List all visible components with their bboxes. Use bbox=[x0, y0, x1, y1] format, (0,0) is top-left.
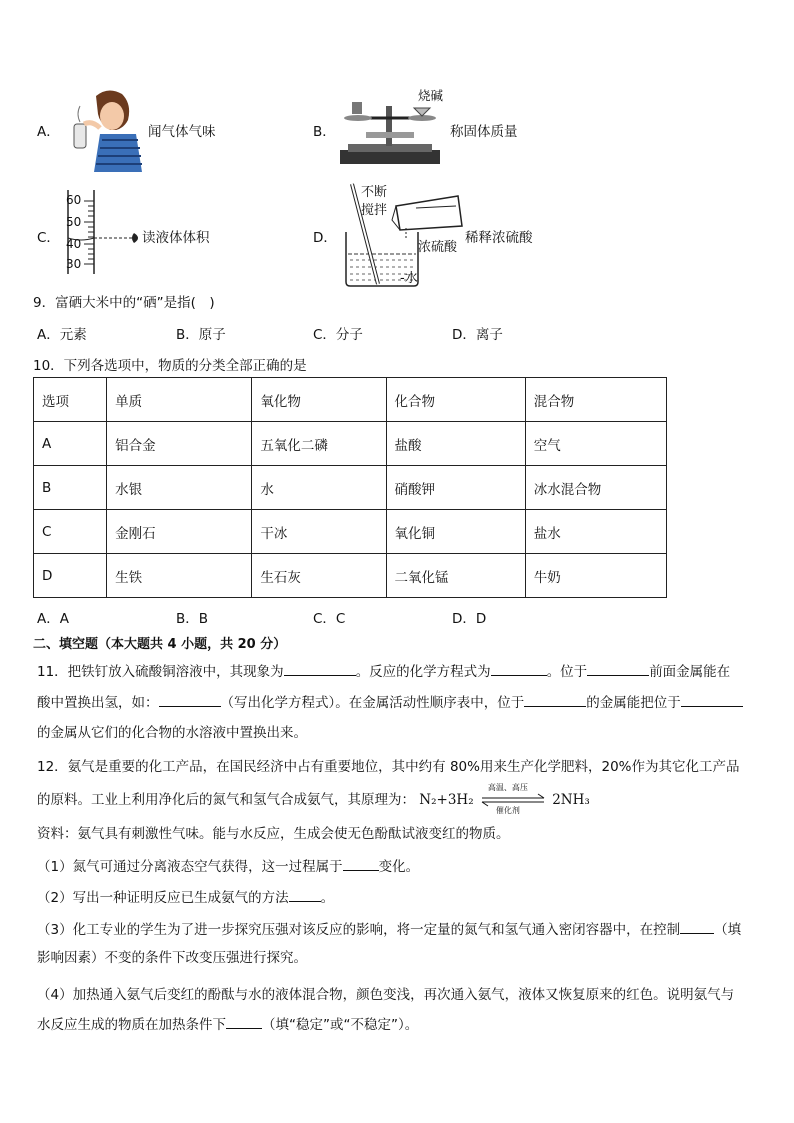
option-b-tag: 烧碱 bbox=[418, 88, 444, 103]
option-b-caption: 称固体质量 bbox=[450, 124, 518, 140]
table-cell: 空气 bbox=[525, 422, 666, 466]
smelling-gas-illustration bbox=[66, 84, 146, 174]
q12-text: 变化。 bbox=[378, 859, 420, 875]
tick-60: 60 bbox=[66, 193, 82, 207]
q9-option-d: D．离子 bbox=[452, 327, 503, 343]
q11-text: 11．把铁钉放入硫酸铜溶液中，其现象为 bbox=[37, 664, 284, 680]
q11-line-2 bbox=[37, 691, 743, 711]
q12-text: 。 bbox=[320, 890, 335, 906]
q11-line-3: 的金属从它们的化合物的水溶液中置换出来。 bbox=[37, 725, 307, 741]
tick-50: 50 bbox=[66, 215, 82, 229]
table-row bbox=[34, 554, 667, 598]
label-water: -水 bbox=[400, 271, 418, 286]
table-header-cell: 化合物 bbox=[386, 378, 525, 422]
table-cell: 水 bbox=[252, 466, 386, 510]
q11-text: 酸中置换出氢，如： bbox=[37, 695, 159, 711]
option-a-caption: 闻气体气味 bbox=[148, 124, 216, 140]
table-cell: A bbox=[34, 422, 107, 466]
table-cell: 二氧化锰 bbox=[386, 554, 525, 598]
q12-text: （3）化工专业的学生为了进一步探究压强对该反应的影响，将一定量的氮气和氢气通入密闭容器中，在控制 bbox=[37, 922, 681, 938]
arrow-condition-bottom: 催化剂 bbox=[495, 806, 520, 815]
q12-text: 水反应生成的物质在加热条件下 bbox=[37, 1017, 226, 1033]
answer-blank[interactable] bbox=[491, 661, 547, 676]
option-a-letter: A． bbox=[37, 124, 60, 140]
option-d-letter: D． bbox=[313, 230, 337, 246]
table-header-row bbox=[34, 378, 667, 422]
table-cell: 生石灰 bbox=[252, 554, 386, 598]
q10-option-a: A．A bbox=[37, 611, 69, 627]
table-header-cell: 选项 bbox=[34, 378, 107, 422]
label-stir-2: 搅拌 bbox=[361, 203, 388, 218]
tick-40: 40 bbox=[66, 237, 82, 251]
q12-text: （2）写出一种证明反应已生成氨气的方法 bbox=[37, 890, 289, 906]
q11-line-1 bbox=[37, 660, 730, 680]
q12-info: 资料：氨气具有刺激性气味。能与水反应，生成会使无色酚酞试液变红的物质。 bbox=[37, 826, 510, 842]
table-cell: 五氧化二磷 bbox=[252, 422, 386, 466]
table-cell: 硝酸钾 bbox=[386, 466, 525, 510]
table-cell: 盐水 bbox=[525, 510, 666, 554]
answer-blank[interactable] bbox=[284, 661, 356, 676]
section-title: 二、填空题（本大题共 4 小题，共 20 分） bbox=[33, 637, 287, 652]
q12-sub-3 bbox=[37, 918, 741, 938]
q12-sub-4: （4）加热通入氨气后变红的酚酞与水的液体混合物，颜色变浅，再次通入氨气，液体又恢复原来的红色。说明氨气与 bbox=[37, 987, 735, 1003]
label-conc-acid: 浓硫酸 bbox=[418, 240, 458, 255]
table-row bbox=[34, 422, 667, 466]
table-cell: 水银 bbox=[107, 466, 252, 510]
q12-sub-4-cont bbox=[37, 1013, 418, 1033]
q11-text: （写出化学方程式）。在金属活动性顺序表中，位于 bbox=[220, 695, 525, 711]
table-cell: 金刚石 bbox=[107, 510, 252, 554]
tick-30: 30 bbox=[66, 257, 82, 271]
label-stir-1: 不断 bbox=[361, 185, 388, 200]
answer-blank[interactable] bbox=[159, 692, 221, 707]
answer-blank[interactable] bbox=[289, 887, 321, 902]
q10-option-b: B．B bbox=[176, 611, 209, 627]
label-water-text: 水 bbox=[404, 271, 418, 286]
q12-text: 的原料。工业上利用净化后的氮气和氢气合成氨气，其原理为： bbox=[37, 792, 415, 808]
table-header-cell: 混合物 bbox=[525, 378, 666, 422]
q10-option-c: C．C bbox=[313, 611, 346, 627]
table-cell: 牛奶 bbox=[525, 554, 666, 598]
q12-sub-2 bbox=[37, 886, 334, 906]
table-header-cell: 氧化物 bbox=[252, 378, 386, 422]
equation-right: 2NH₃ bbox=[552, 792, 590, 808]
q10-stem: 10．下列各选项中，物质的分类全部正确的是 bbox=[33, 358, 307, 374]
answer-blank[interactable] bbox=[343, 856, 379, 871]
classification-table bbox=[33, 377, 667, 598]
table-cell: C bbox=[34, 510, 107, 554]
q12-sub-3-cont: 影响因素）不变的条件下改变压强进行探究。 bbox=[37, 950, 307, 966]
q9-stem: 9．富硒大米中的“硒”是指( ) bbox=[33, 295, 215, 311]
q12-text: （填“稳定”或“不稳定”）。 bbox=[262, 1017, 419, 1033]
table-cell: 冰水混合物 bbox=[525, 466, 666, 510]
q11-text: 前面金属能在 bbox=[649, 664, 731, 680]
answer-blank[interactable] bbox=[680, 919, 714, 934]
q9-option-b: B．原子 bbox=[176, 327, 226, 343]
balance-illustration bbox=[336, 96, 444, 168]
q12-text: （填 bbox=[714, 922, 742, 938]
option-b-letter: B． bbox=[313, 124, 336, 140]
table-cell: 干冰 bbox=[252, 510, 386, 554]
q11-text: 。位于 bbox=[546, 664, 588, 680]
table-header-cell: 单质 bbox=[107, 378, 252, 422]
option-d-caption: 稀释浓硫酸 bbox=[465, 230, 533, 246]
table-cell: 盐酸 bbox=[386, 422, 525, 466]
table-row bbox=[34, 466, 667, 510]
table-cell: 氧化铜 bbox=[386, 510, 525, 554]
answer-blank[interactable] bbox=[587, 661, 649, 676]
q12-line-2 bbox=[37, 783, 590, 815]
q12-sub-1 bbox=[37, 855, 419, 875]
option-c-letter: C． bbox=[37, 230, 60, 246]
arrow-condition-top: 高温、高压 bbox=[487, 783, 528, 792]
q12-text: （1）氮气可通过分离液态空气获得，这一过程属于 bbox=[37, 859, 343, 875]
table-row bbox=[34, 510, 667, 554]
table-cell: 铝合金 bbox=[107, 422, 252, 466]
table-cell: B bbox=[34, 466, 107, 510]
reversible-arrow bbox=[478, 783, 548, 815]
q11-text: 的金属能把位于 bbox=[586, 695, 681, 711]
table-cell: D bbox=[34, 554, 107, 598]
table-cell: 生铁 bbox=[107, 554, 252, 598]
answer-blank[interactable] bbox=[226, 1014, 262, 1029]
q12-line-1: 12．氨气是重要的化工产品，在国民经济中占有重要地位，其中约有 80%用来生产化学肥料，20%作为其它化工产品 bbox=[37, 759, 740, 775]
q9-option-c: C．分子 bbox=[313, 327, 363, 343]
q10-option-d: D．D bbox=[452, 611, 487, 627]
q11-text: 。反应的化学方程式为 bbox=[355, 664, 491, 680]
q9-option-a: A．元素 bbox=[37, 327, 87, 343]
equation-left: N₂+3H₂ bbox=[419, 792, 474, 808]
answer-blank[interactable] bbox=[681, 692, 743, 707]
option-c-caption: 读液体体积 bbox=[142, 230, 210, 246]
answer-blank[interactable] bbox=[524, 692, 586, 707]
